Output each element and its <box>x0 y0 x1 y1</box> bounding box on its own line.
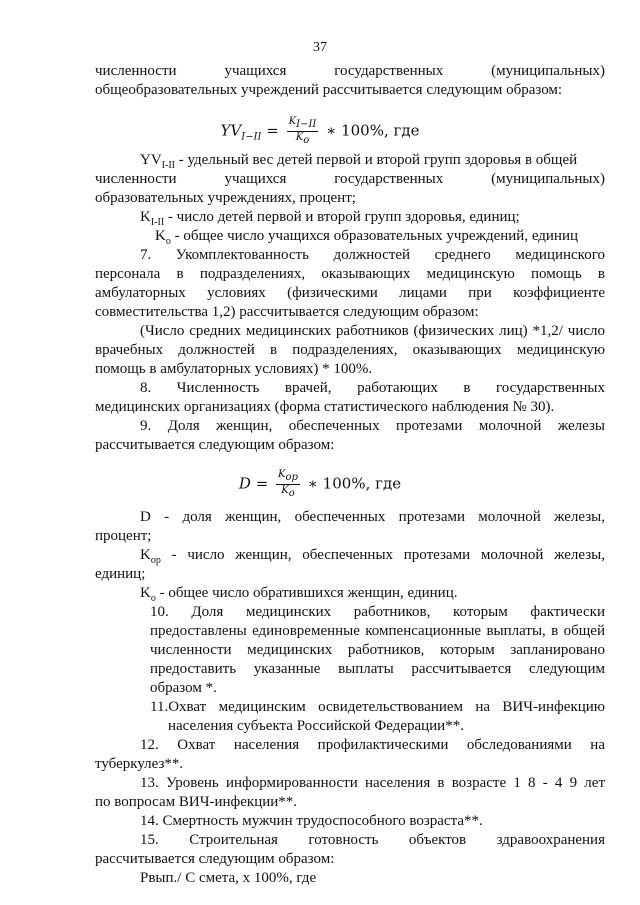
text-line: образом *. <box>150 680 217 696</box>
symbol-sub: I-II <box>161 160 175 171</box>
text-line: населения субъекта Российской Федерации**. <box>168 718 464 734</box>
formula-denominator-sub: o <box>303 135 310 146</box>
text-line: Рвып./ С смета, х 100%, где <box>140 870 317 886</box>
formula-numerator: K <box>278 469 286 480</box>
text-line: численности медицинских работников, которым запланировано <box>150 642 605 658</box>
symbol: K <box>155 228 166 244</box>
text-line: помощь в амбулаторных условиях) * 100%. <box>95 361 373 377</box>
formula-d <box>0 469 640 500</box>
text-line: рассчитывается следующим образом: <box>95 851 335 867</box>
formula-fraction <box>287 116 319 147</box>
text-line: общеобразовательных учреждений рассчитывается следующим образом: <box>95 82 563 98</box>
text-line: 10. Доля медицинских работников, которым фактически <box>150 604 605 620</box>
symbol: K <box>140 209 151 225</box>
page-number: 37 <box>313 40 327 55</box>
formula-numerator-sub: I−II <box>296 119 317 130</box>
formula-numerator-sub: op <box>285 472 298 483</box>
text-line: персонала в подразделениях, оказывающих медицинскую помощь в <box>95 266 605 282</box>
symbol-sub: o <box>150 593 156 604</box>
formula-denominator: K <box>281 485 289 496</box>
formula-denominator-sub: o <box>288 488 295 499</box>
symbol-desc: - число женщин, обеспеченных протезами молочной железы, <box>160 547 605 563</box>
formula-lhs: YV <box>220 121 242 140</box>
text-line: 9. Доля женщин, обеспеченных протезами молочной железы <box>140 418 605 434</box>
text-line: 13. Уровень информированности населения в возрасте 1 8 - 4 9 лет <box>140 775 605 791</box>
formula-denominator: K <box>295 132 304 143</box>
text-line: совместительства 1,2) рассчитывается следующим образом: <box>95 304 479 320</box>
formula-fraction <box>276 469 300 500</box>
symbol: K <box>140 585 151 601</box>
symbol-desc: - удельный вес детей первой и второй групп здоровья в общей <box>175 152 578 168</box>
symbol-sub: o <box>165 236 171 247</box>
formula-lhs: D <box>238 474 251 493</box>
symbol-sub: I-II <box>150 217 165 228</box>
text-line: процент; <box>95 528 152 544</box>
text-line: (Число средних медицинских работников (физических лиц) *1,2/ число <box>140 323 605 339</box>
symbol-desc: - общее число учащихся образовательных учреждений, единиц <box>170 228 579 244</box>
symbol-desc: - число детей первой и второй групп здоровья, единиц; <box>164 209 520 225</box>
formula-eq: = <box>250 474 274 493</box>
text-line: 12. Охват населения профилактическими обследованиями на <box>140 737 605 753</box>
text-line: образовательных учреждениях, процент; <box>95 190 356 206</box>
text-line: туберкулез**. <box>95 756 184 772</box>
text-line: предоставлены единовременные компенсационные выплаты, в общей <box>150 623 605 639</box>
formula-tail: ∗ 100%, где <box>302 474 402 493</box>
text-line: врачебных должностей в подразделениях, оказывающих медицинскую <box>95 342 605 358</box>
symbol-desc: - общее число обратившихся женщин, единиц. <box>155 585 458 601</box>
text-line: единиц; <box>95 566 146 582</box>
text-line: 11.Охват медицинским освидетельствованием на ВИЧ-инфекцию <box>150 699 605 715</box>
symbol: YV <box>140 152 162 168</box>
text-line: численности учащихся государственных (муниципальных) <box>95 63 605 79</box>
formula-eq: = <box>261 121 284 140</box>
text-line: 7. Укомплектованность должностей среднего медицинского <box>140 247 605 263</box>
text-line: численности учащихся государственных (муниципальных) <box>95 171 605 187</box>
symbol: K <box>140 547 151 563</box>
text-line: 15. Строительная готовность объектов здравоохранения <box>140 832 605 848</box>
formula-numerator: K <box>288 116 297 127</box>
text-line: медицинских организациях (форма статистического наблюдения № 30). <box>95 399 555 415</box>
text-line: 8. Численность врачей, работающих в государственных <box>140 380 605 396</box>
formula-lhs-sub: I−II <box>241 131 262 143</box>
text-line: по вопросам ВИЧ-инфекции**. <box>95 794 298 810</box>
formula-yv <box>0 116 640 147</box>
text-line: амбулаторных условиях (физическими лицами при коэффициенте <box>95 285 605 301</box>
text-line: 14. Смертность мужчин трудоспособного возраста**. <box>140 813 483 829</box>
text-line: рассчитывается следующим образом: <box>95 437 335 453</box>
text-line: D - доля женщин, обеспеченных протезами молочной железы, <box>140 509 605 525</box>
formula-tail: ∗ 100%, где <box>321 121 420 140</box>
symbol-sub: op <box>150 555 161 566</box>
text-line: предоставить указанные выплаты рассчитывается следующим <box>150 661 605 677</box>
